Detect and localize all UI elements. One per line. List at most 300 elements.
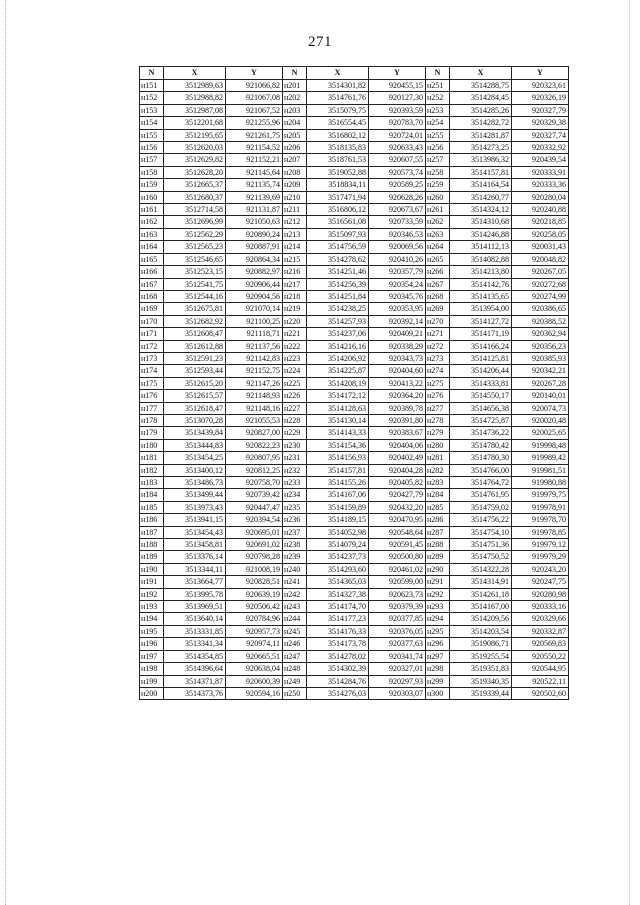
point-id-cell: н183 — [140, 477, 164, 489]
point-id-cell: н188 — [140, 539, 164, 551]
y-cell: 921055,53 — [226, 414, 283, 426]
point-id-cell: н238 — [283, 539, 307, 551]
y-cell: 920758,70 — [226, 477, 283, 489]
point-id-cell: н244 — [283, 613, 307, 625]
y-cell: 920356,23 — [512, 340, 569, 352]
y-cell: 921050,63 — [226, 216, 283, 228]
point-id-cell: н221 — [283, 328, 307, 340]
point-id-cell: н214 — [283, 241, 307, 253]
point-id-cell: н288 — [426, 539, 450, 551]
point-id-cell: н233 — [283, 477, 307, 489]
table-row — [140, 514, 569, 526]
x-cell: 3513454,25 — [164, 452, 226, 464]
x-cell: 3514127,72 — [450, 315, 512, 327]
point-id-cell: н171 — [140, 328, 164, 340]
x-cell: 3514167,06 — [307, 489, 369, 501]
y-cell: 920333,16 — [512, 601, 569, 613]
y-cell: 919978,70 — [512, 514, 569, 526]
table-row — [140, 563, 569, 575]
point-id-cell: н157 — [140, 154, 164, 166]
y-cell: 920272,68 — [512, 278, 569, 290]
y-cell: 921147,26 — [226, 377, 283, 389]
x-cell: 3512618,47 — [164, 402, 226, 414]
point-id-cell: н292 — [426, 588, 450, 600]
y-cell: 920461,02 — [369, 563, 426, 575]
y-cell: 920343,73 — [369, 352, 426, 364]
y-cell: 920890,24 — [226, 228, 283, 240]
y-cell: 920025,65 — [512, 427, 569, 439]
x-cell: 3514237,06 — [307, 328, 369, 340]
y-cell: 920784,96 — [226, 613, 283, 625]
left-margin-line — [5, 0, 6, 905]
x-cell: 3512608,47 — [164, 328, 226, 340]
table-row — [140, 551, 569, 563]
header-x-1: X — [164, 67, 226, 80]
y-cell: 921008,19 — [226, 563, 283, 575]
x-cell: 3514761,95 — [450, 489, 512, 501]
x-cell: 3514260,77 — [450, 191, 512, 203]
x-cell: 3514373,76 — [164, 687, 226, 699]
y-cell: 919979,12 — [512, 539, 569, 551]
x-cell: 3514079,24 — [307, 539, 369, 551]
table-row — [140, 365, 569, 377]
table-row — [140, 253, 569, 265]
x-cell: 3513499,44 — [164, 489, 226, 501]
x-cell: 3515079,75 — [307, 104, 369, 116]
y-cell: 920388,52 — [512, 315, 569, 327]
y-cell: 920393,59 — [369, 104, 426, 116]
y-cell: 920639,19 — [226, 588, 283, 600]
point-id-cell: н252 — [426, 92, 450, 104]
point-id-cell: н220 — [283, 315, 307, 327]
x-cell: 3516806,12 — [307, 204, 369, 216]
table-row — [140, 166, 569, 178]
point-id-cell: н170 — [140, 315, 164, 327]
point-id-cell: н196 — [140, 638, 164, 650]
point-id-cell: н227 — [283, 402, 307, 414]
point-id-cell: н259 — [426, 179, 450, 191]
point-id-cell: н153 — [140, 104, 164, 116]
table-row — [140, 352, 569, 364]
y-cell: 920906,44 — [226, 278, 283, 290]
point-id-cell: н184 — [140, 489, 164, 501]
point-id-cell: н162 — [140, 216, 164, 228]
y-cell: 920665,51 — [226, 650, 283, 662]
x-cell: 3512665,37 — [164, 179, 226, 191]
y-cell: 920548,64 — [369, 526, 426, 538]
point-id-cell: н167 — [140, 278, 164, 290]
y-cell: 920550,22 — [512, 650, 569, 662]
x-cell: 3519052,88 — [307, 166, 369, 178]
y-cell: 920354,24 — [369, 278, 426, 290]
point-id-cell: н205 — [283, 129, 307, 141]
header-n-3: N — [426, 67, 450, 80]
point-id-cell: н197 — [140, 650, 164, 662]
x-cell: 3514371,87 — [164, 675, 226, 687]
y-cell: 921261,75 — [226, 129, 283, 141]
coordinates-table — [139, 66, 569, 700]
x-cell: 3513400,12 — [164, 464, 226, 476]
point-id-cell: н285 — [426, 501, 450, 513]
y-cell: 920404,60 — [369, 365, 426, 377]
point-id-cell: н298 — [426, 663, 450, 675]
point-id-cell: н191 — [140, 576, 164, 588]
table-row — [140, 414, 569, 426]
y-cell: 920402,49 — [369, 452, 426, 464]
table-row — [140, 191, 569, 203]
x-cell: 3514052,98 — [307, 526, 369, 538]
x-cell: 3514154,36 — [307, 439, 369, 451]
point-id-cell: н255 — [426, 129, 450, 141]
point-id-cell: н237 — [283, 526, 307, 538]
x-cell: 3512593,44 — [164, 365, 226, 377]
x-cell: 3519255,54 — [450, 650, 512, 662]
x-cell: 3513640,14 — [164, 613, 226, 625]
point-id-cell: н154 — [140, 117, 164, 129]
x-cell: 3518135,83 — [307, 142, 369, 154]
point-id-cell: н287 — [426, 526, 450, 538]
point-id-cell: н270 — [426, 315, 450, 327]
point-id-cell: н256 — [426, 142, 450, 154]
y-cell: 920522,11 — [512, 675, 569, 687]
x-cell: 3514333,81 — [450, 377, 512, 389]
x-cell: 3514754,10 — [450, 526, 512, 538]
table-row — [140, 104, 569, 116]
y-cell: 920333,91 — [512, 166, 569, 178]
y-cell: 920342,21 — [512, 365, 569, 377]
y-cell: 920048,82 — [512, 253, 569, 265]
y-cell: 920828,51 — [226, 576, 283, 588]
x-cell: 3514155,26 — [307, 477, 369, 489]
x-cell: 3514237,73 — [307, 551, 369, 563]
y-cell: 920904,56 — [226, 290, 283, 302]
point-id-cell: н295 — [426, 625, 450, 637]
point-id-cell: н297 — [426, 650, 450, 662]
table-row — [140, 216, 569, 228]
y-cell: 920327,01 — [369, 663, 426, 675]
point-id-cell: н161 — [140, 204, 164, 216]
point-id-cell: н189 — [140, 551, 164, 563]
y-cell: 920691,02 — [226, 539, 283, 551]
point-id-cell: н249 — [283, 675, 307, 687]
x-cell: 3514176,33 — [307, 625, 369, 637]
y-cell: 920882,97 — [226, 266, 283, 278]
y-cell: 920386,65 — [512, 303, 569, 315]
point-id-cell: н262 — [426, 216, 450, 228]
table-row — [140, 80, 569, 92]
x-cell: 3519339,44 — [450, 687, 512, 699]
y-cell: 920783,70 — [369, 117, 426, 129]
x-cell: 3514164,54 — [450, 179, 512, 191]
x-cell: 3513973,43 — [164, 501, 226, 513]
point-id-cell: н258 — [426, 166, 450, 178]
point-id-cell: н275 — [426, 377, 450, 389]
x-cell: 3513454,43 — [164, 526, 226, 538]
point-id-cell: н177 — [140, 402, 164, 414]
table-row — [140, 439, 569, 451]
y-cell: 920357,79 — [369, 266, 426, 278]
x-cell: 3513664,77 — [164, 576, 226, 588]
y-cell: 921066,82 — [226, 80, 283, 92]
y-cell: 920404,06 — [369, 439, 426, 451]
point-id-cell: н236 — [283, 514, 307, 526]
table-row — [140, 328, 569, 340]
point-id-cell: н241 — [283, 576, 307, 588]
y-cell: 920377,85 — [369, 613, 426, 625]
y-cell: 920218,85 — [512, 216, 569, 228]
point-id-cell: н263 — [426, 228, 450, 240]
y-cell: 920258,05 — [512, 228, 569, 240]
x-cell: 3516561,08 — [307, 216, 369, 228]
x-cell: 3514273,25 — [450, 142, 512, 154]
y-cell: 920376,05 — [369, 625, 426, 637]
y-cell: 920957,73 — [226, 625, 283, 637]
x-cell: 3512629,82 — [164, 154, 226, 166]
point-id-cell: н206 — [283, 142, 307, 154]
point-id-cell: н269 — [426, 303, 450, 315]
x-cell: 3514756,59 — [307, 241, 369, 253]
point-id-cell: н294 — [426, 613, 450, 625]
point-id-cell: н195 — [140, 625, 164, 637]
x-cell: 3514157,81 — [450, 166, 512, 178]
x-cell: 3514112,13 — [450, 241, 512, 253]
x-cell: 3513444,83 — [164, 439, 226, 451]
page-number: 271 — [308, 34, 332, 50]
table-row — [140, 539, 569, 551]
x-cell: 3514251,84 — [307, 290, 369, 302]
point-id-cell: н216 — [283, 266, 307, 278]
x-cell: 3519086,71 — [450, 638, 512, 650]
y-cell: 920974,11 — [226, 638, 283, 650]
x-cell: 3514310,68 — [450, 216, 512, 228]
point-id-cell: н250 — [283, 687, 307, 699]
point-id-cell: н169 — [140, 303, 164, 315]
header-x-2: X — [307, 67, 369, 80]
point-id-cell: н223 — [283, 352, 307, 364]
y-cell: 920573,74 — [369, 166, 426, 178]
x-cell: 3512195,65 — [164, 129, 226, 141]
point-id-cell: н215 — [283, 253, 307, 265]
y-cell: 920329,38 — [512, 117, 569, 129]
y-cell: 921118,71 — [226, 328, 283, 340]
x-cell: 3514172,12 — [307, 390, 369, 402]
table-row — [140, 576, 569, 588]
point-id-cell: н276 — [426, 390, 450, 402]
x-cell: 3514156,93 — [307, 452, 369, 464]
point-id-cell: н178 — [140, 414, 164, 426]
x-cell: 3514216,16 — [307, 340, 369, 352]
point-id-cell: н213 — [283, 228, 307, 240]
point-id-cell: н202 — [283, 92, 307, 104]
point-id-cell: н159 — [140, 179, 164, 191]
x-cell: 3512714,58 — [164, 204, 226, 216]
point-id-cell: н278 — [426, 414, 450, 426]
point-id-cell: н219 — [283, 303, 307, 315]
point-id-cell: н182 — [140, 464, 164, 476]
x-cell: 3514082,88 — [450, 253, 512, 265]
x-cell: 3512591,23 — [164, 352, 226, 364]
y-cell: 920591,45 — [369, 539, 426, 551]
point-id-cell: н245 — [283, 625, 307, 637]
y-cell: 921070,14 — [226, 303, 283, 315]
y-cell: 920379,39 — [369, 601, 426, 613]
point-id-cell: н211 — [283, 204, 307, 216]
y-cell: 920864,34 — [226, 253, 283, 265]
x-cell: 3514171,19 — [450, 328, 512, 340]
point-id-cell: н198 — [140, 663, 164, 675]
point-id-cell: н268 — [426, 290, 450, 302]
point-id-cell: н296 — [426, 638, 450, 650]
y-cell: 920506,42 — [226, 601, 283, 613]
y-cell: 921148,93 — [226, 390, 283, 402]
y-cell: 920323,61 — [512, 80, 569, 92]
table-row — [140, 526, 569, 538]
table-row — [140, 601, 569, 613]
point-id-cell: н260 — [426, 191, 450, 203]
x-cell: 3514751,36 — [450, 539, 512, 551]
y-cell: 920069,56 — [369, 241, 426, 253]
point-id-cell: н264 — [426, 241, 450, 253]
x-cell: 3514261,18 — [450, 588, 512, 600]
x-cell: 3514365,03 — [307, 576, 369, 588]
x-cell: 3513941,15 — [164, 514, 226, 526]
header-n-2: N — [283, 67, 307, 80]
x-cell: 3512523,15 — [164, 266, 226, 278]
y-cell: 920724,01 — [369, 129, 426, 141]
x-cell: 3514251,46 — [307, 266, 369, 278]
point-id-cell: н265 — [426, 253, 450, 265]
point-id-cell: н261 — [426, 204, 450, 216]
x-cell: 3512680,37 — [164, 191, 226, 203]
point-id-cell: н229 — [283, 427, 307, 439]
point-id-cell: н291 — [426, 576, 450, 588]
x-cell: 3514189,15 — [307, 514, 369, 526]
point-id-cell: н231 — [283, 452, 307, 464]
y-cell: 920594,16 — [226, 687, 283, 699]
point-id-cell: н185 — [140, 501, 164, 513]
y-cell: 919979,29 — [512, 551, 569, 563]
table-row — [140, 241, 569, 253]
point-id-cell: н164 — [140, 241, 164, 253]
y-cell: 920455,15 — [369, 80, 426, 92]
x-cell: 3514213,80 — [450, 266, 512, 278]
table-row — [140, 129, 569, 141]
right-margin-line — [629, 0, 630, 905]
y-cell: 920326,19 — [512, 92, 569, 104]
y-cell: 920413,22 — [369, 377, 426, 389]
y-cell: 920807,95 — [226, 452, 283, 464]
x-cell: 3512565,23 — [164, 241, 226, 253]
y-cell: 920404,28 — [369, 464, 426, 476]
x-cell: 3514756,22 — [450, 514, 512, 526]
y-cell: 920410,26 — [369, 253, 426, 265]
y-cell: 920409,21 — [369, 328, 426, 340]
x-cell: 3514764,72 — [450, 477, 512, 489]
table-row — [140, 638, 569, 650]
x-cell: 3519351,83 — [450, 663, 512, 675]
table-row — [140, 92, 569, 104]
point-id-cell: н174 — [140, 365, 164, 377]
y-cell: 920377,63 — [369, 638, 426, 650]
y-cell: 920074,73 — [512, 402, 569, 414]
point-id-cell: н277 — [426, 402, 450, 414]
y-cell: 920798,28 — [226, 551, 283, 563]
table-row — [140, 489, 569, 501]
x-cell: 3512989,63 — [164, 80, 226, 92]
point-id-cell: н289 — [426, 551, 450, 563]
x-cell: 3514143,33 — [307, 427, 369, 439]
y-cell: 920240,88 — [512, 204, 569, 216]
x-cell: 3516802,12 — [307, 129, 369, 141]
table-row — [140, 142, 569, 154]
point-id-cell: н193 — [140, 601, 164, 613]
y-cell: 921154,52 — [226, 142, 283, 154]
y-cell: 920432,20 — [369, 501, 426, 513]
table-row — [140, 687, 569, 699]
point-id-cell: н209 — [283, 179, 307, 191]
point-id-cell: н225 — [283, 377, 307, 389]
y-cell: 919979,75 — [512, 489, 569, 501]
point-id-cell: н212 — [283, 216, 307, 228]
point-id-cell: н228 — [283, 414, 307, 426]
point-id-cell: н240 — [283, 563, 307, 575]
x-cell: 3512988,82 — [164, 92, 226, 104]
point-id-cell: н190 — [140, 563, 164, 575]
y-cell: 920327,74 — [512, 129, 569, 141]
y-cell: 920329,66 — [512, 613, 569, 625]
table-row — [140, 613, 569, 625]
point-id-cell: н272 — [426, 340, 450, 352]
y-cell: 920569,83 — [512, 638, 569, 650]
point-id-cell: н173 — [140, 352, 164, 364]
x-cell: 3514293,60 — [307, 563, 369, 575]
header-n-1: N — [140, 67, 164, 80]
point-id-cell: н168 — [140, 290, 164, 302]
y-cell: 920439,54 — [512, 154, 569, 166]
x-cell: 3513344,11 — [164, 563, 226, 575]
point-id-cell: н230 — [283, 439, 307, 451]
y-cell: 920733,59 — [369, 216, 426, 228]
x-cell: 3516554,45 — [307, 117, 369, 129]
x-cell: 3514174,70 — [307, 601, 369, 613]
table-row — [140, 154, 569, 166]
y-cell: 921131,87 — [226, 204, 283, 216]
x-cell: 3518761,53 — [307, 154, 369, 166]
y-cell: 920353,95 — [369, 303, 426, 315]
x-cell: 3514766,00 — [450, 464, 512, 476]
y-cell: 920887,91 — [226, 241, 283, 253]
table-row — [140, 278, 569, 290]
x-cell: 3513376,14 — [164, 551, 226, 563]
table-row — [140, 340, 569, 352]
point-id-cell: н299 — [426, 675, 450, 687]
table-row — [140, 315, 569, 327]
point-id-cell: н286 — [426, 514, 450, 526]
table-row — [140, 650, 569, 662]
point-id-cell: н204 — [283, 117, 307, 129]
point-id-cell: н267 — [426, 278, 450, 290]
y-cell: 921142,83 — [226, 352, 283, 364]
x-cell: 3514288,75 — [450, 80, 512, 92]
point-id-cell: н217 — [283, 278, 307, 290]
x-cell: 3514322,28 — [450, 563, 512, 575]
table-row — [140, 290, 569, 302]
x-cell: 3514327,38 — [307, 588, 369, 600]
y-cell: 920267,28 — [512, 377, 569, 389]
point-id-cell: н235 — [283, 501, 307, 513]
y-cell: 920140,01 — [512, 390, 569, 402]
table-row — [140, 402, 569, 414]
